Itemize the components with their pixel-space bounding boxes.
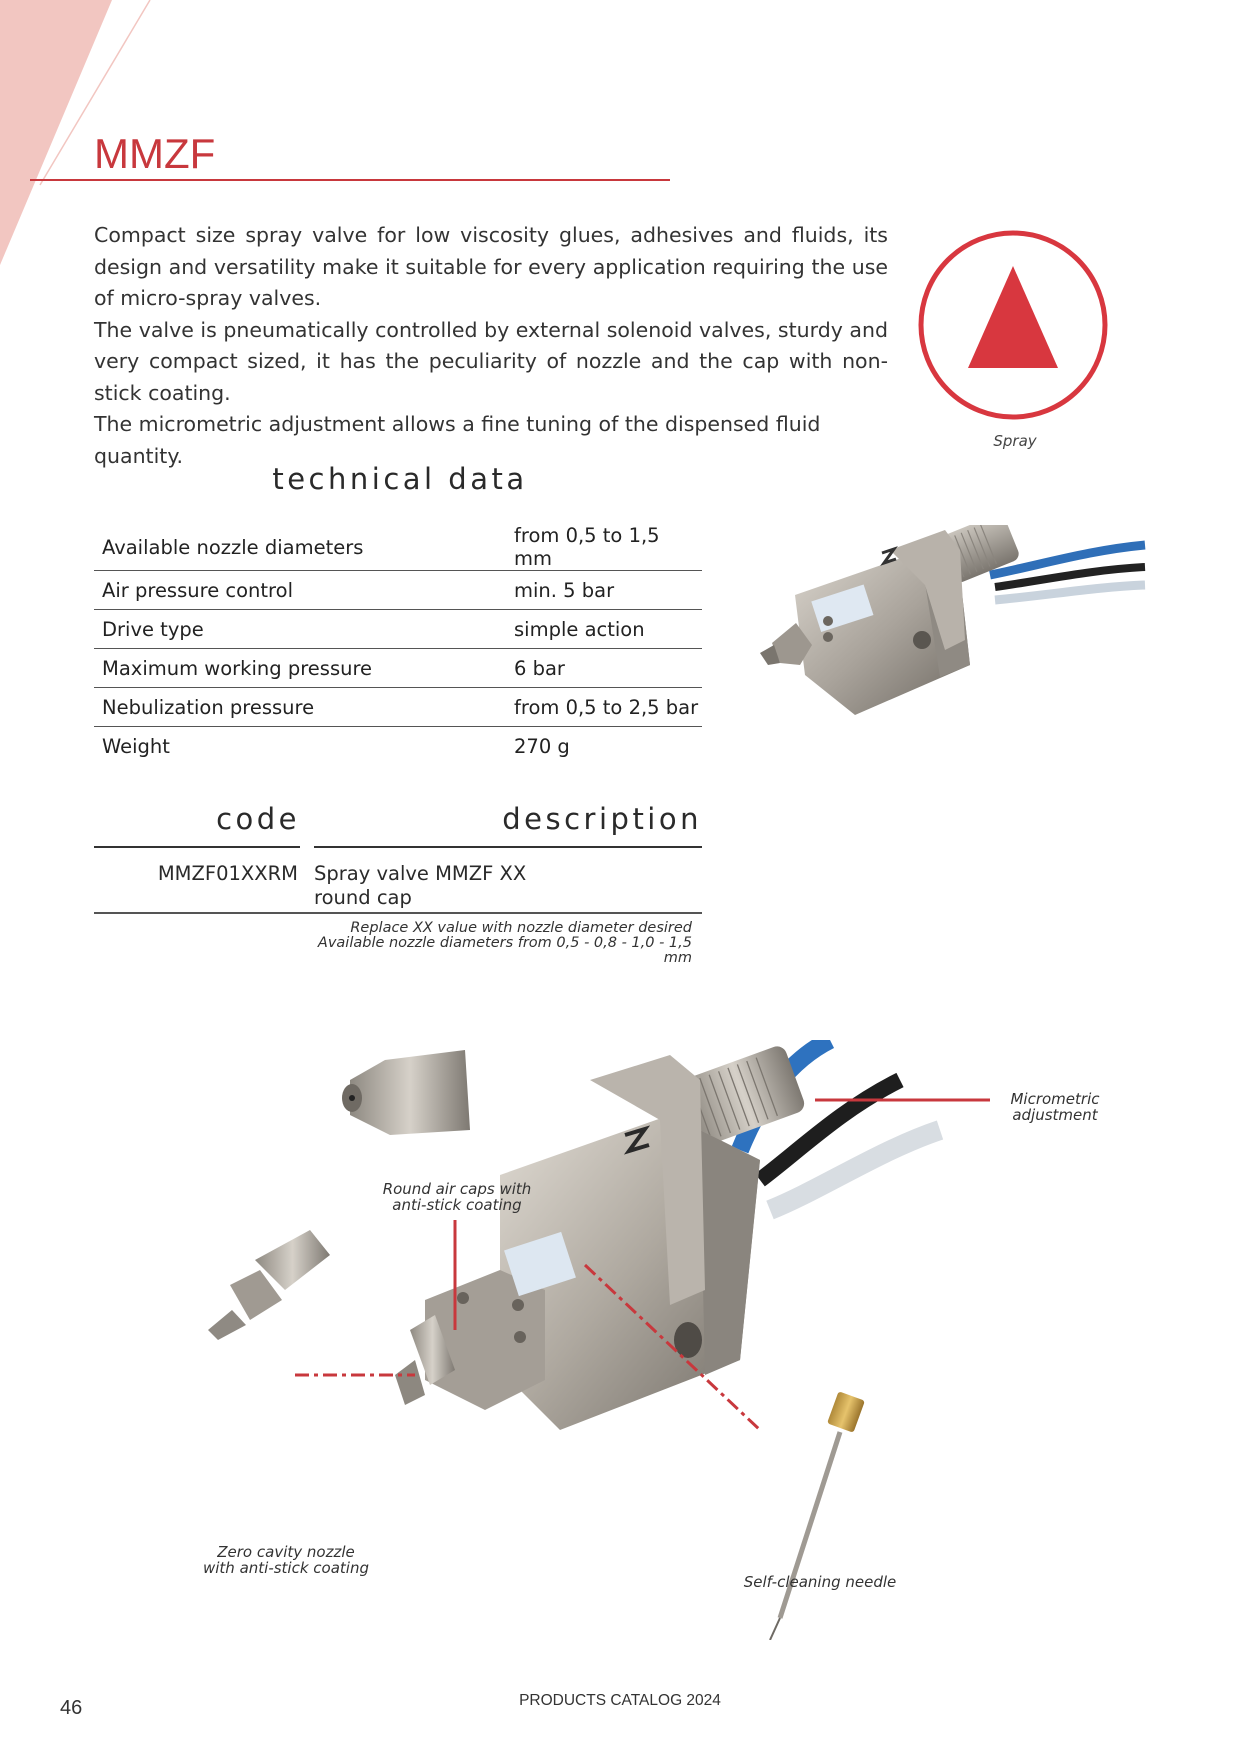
callout-text: Round air caps with xyxy=(382,1180,532,1198)
spec-label: Air pressure control xyxy=(94,571,506,610)
table-row xyxy=(94,610,702,649)
technical-data-table xyxy=(94,524,702,765)
callout-text: adjustment xyxy=(1012,1105,1098,1124)
spec-value: from 0,5 to 1,5 mm xyxy=(506,524,702,571)
table-row xyxy=(94,524,702,571)
spray-icon xyxy=(918,230,1108,420)
zero-cavity-nozzle-icon xyxy=(208,1230,330,1340)
product-photo-valve xyxy=(760,525,1150,785)
intro-text xyxy=(94,220,888,472)
callout-text: Micrometric xyxy=(1010,1090,1100,1108)
callout-round-air-caps xyxy=(372,1182,542,1213)
spec-value: from 0,5 to 2,5 bar xyxy=(506,688,702,727)
callout-text: with anti-stick coating xyxy=(202,1558,369,1577)
product-code: MMZF01XXRM xyxy=(157,862,298,885)
callout-micrometric-adjustment xyxy=(990,1092,1120,1123)
table-row xyxy=(94,688,702,727)
note-line: Available nozzle diameters from 0,5 - 0,8 - 1,0 - 1,5 mm xyxy=(317,935,692,966)
spec-value: simple action xyxy=(506,610,702,649)
callout-text: anti-stick coating xyxy=(392,1195,522,1214)
page-title: MMZF xyxy=(94,130,216,177)
self-cleaning-needle-icon xyxy=(770,1391,865,1640)
code-heading-rule xyxy=(94,846,300,848)
spec-label: Drive type xyxy=(94,610,506,649)
spray-icon-label: Spray xyxy=(993,432,1037,450)
table-row xyxy=(94,649,702,688)
intro-paragraph: The micrometric adjustment allows a fine tuning of the dispensed fluid quantity. xyxy=(94,412,821,468)
spec-label: Nebulization pressure xyxy=(94,688,506,727)
description-line: round cap xyxy=(314,886,412,909)
callout-text: Zero cavity nozzle xyxy=(217,1543,355,1561)
spec-value: 270 g xyxy=(514,734,570,758)
code-note xyxy=(300,921,692,966)
callout-zero-cavity-nozzle xyxy=(196,1545,376,1576)
title-underline xyxy=(30,179,670,181)
intro-paragraph: Compact size spray valve for low viscosity glues, adhesives and fluids, its design and versatility make it suitable for every application requiring the use of micro-spray valves. xyxy=(94,223,888,310)
round-air-cap-icon xyxy=(342,1050,470,1135)
description-heading: description xyxy=(502,802,702,836)
intro-paragraph: The valve is pneumatically controlled by external solenoid valves, sturdy and very compact sized, it has the peculiarity of nozzle and the cap with non-stick coating. xyxy=(94,317,888,405)
note-line: Replace XX value with nozzle diameter desired xyxy=(350,920,692,936)
table-row xyxy=(94,571,702,610)
spec-value: min. 5 bar xyxy=(506,571,702,610)
page-number: 46 xyxy=(60,1697,83,1719)
product-description xyxy=(314,862,704,910)
spec-label: Weight xyxy=(102,734,170,758)
description-line: Spray valve MMZF XX xyxy=(314,862,527,885)
spec-label: Maximum working pressure xyxy=(94,649,506,688)
code-heading: code xyxy=(216,802,300,836)
callout-self-cleaning-needle: Self-cleaning needle xyxy=(743,1573,897,1591)
footer-catalog-title: PRODUCTS CATALOG 2024 xyxy=(519,1692,721,1709)
technical-data-heading: technical data xyxy=(272,462,528,496)
spec-label: Available nozzle diameters xyxy=(94,524,506,571)
spec-value: 6 bar xyxy=(506,649,702,688)
description-heading-rule xyxy=(314,846,702,848)
code-table-rule xyxy=(94,912,702,914)
table-row xyxy=(94,727,702,766)
